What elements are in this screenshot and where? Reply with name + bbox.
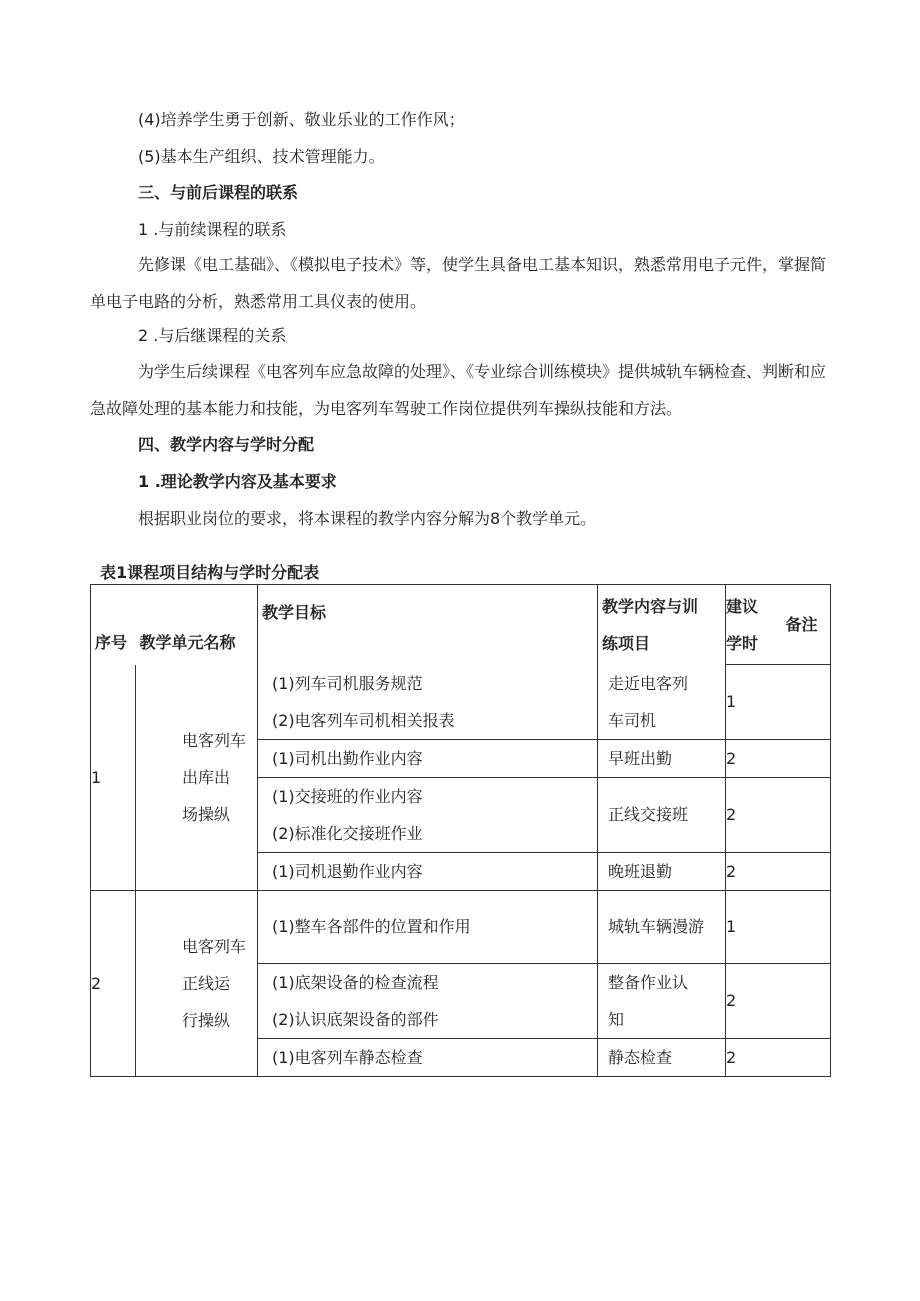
unit2-name-line2: 行操纵 <box>182 1010 231 1030</box>
header-hours-line1: 建议 <box>726 596 759 616</box>
row7-goal1: (1)电客列车静态检查 <box>272 1047 423 1067</box>
row6-hours: 2 <box>726 991 737 1010</box>
row2-content1: 早班出勤 <box>608 748 673 768</box>
row1-content1: 走近电客列 <box>608 673 689 693</box>
row2-goal1: (1)司机出勤作业内容 <box>272 748 423 768</box>
header-unit-name: 教学单元名称 <box>139 633 236 653</box>
row6-goal2: (2)认识底架设备的部件 <box>272 1009 439 1029</box>
unit2-seq: 2 <box>91 973 102 993</box>
objective-item-4: (4)培养学生勇于创新、敬业乐业的工作作风； <box>138 110 465 129</box>
header-goal: 教学目标 <box>262 603 327 623</box>
row5-hours: 1 <box>726 917 737 936</box>
unit1-seq: 1 <box>91 767 102 787</box>
subheading-theory: 1 .理论教学内容及基本要求 <box>138 472 337 491</box>
section-heading-4: 四、教学内容与学时分配 <box>138 435 315 454</box>
row4-hours: 2 <box>726 861 737 881</box>
row1-goal1: (1)列车司机服务规范 <box>272 673 423 693</box>
row6-content1: 整备作业认 <box>608 972 689 992</box>
header-content-line1: 教学内容与训 <box>602 596 699 616</box>
subheading-prerequisite: 1 .与前续课程的联系 <box>138 220 287 239</box>
row6-content2: 知 <box>608 1009 625 1029</box>
row3-content1: 正线交接班 <box>608 805 689 824</box>
row5-goal1: (1)整车各部件的位置和作用 <box>272 917 471 936</box>
row7-content1: 静态检查 <box>608 1047 673 1067</box>
paragraph-follow-up: 为学生后续课程《电客列车应急故障的处理》、《专业综合训练模块》提供城轨车辆检查、判断和应急故障处理的基本能力和技能，为电客列车驾驶工作岗位提供列车操纵技能和方法。 <box>90 362 827 418</box>
unit1-name-line2: 场操纵 <box>182 804 231 824</box>
row1-content2: 车司机 <box>608 710 657 730</box>
unit1-name-line1: 电客列车出库出 <box>182 730 247 787</box>
table-caption: 表1课程项目结构与学时分配表 <box>100 563 320 582</box>
paragraph-units: 根据职业岗位的要求，将本课程的教学内容分解为8个教学单元。 <box>138 509 597 528</box>
objective-item-5: (5)基本生产组织、技术管理能力。 <box>138 147 385 166</box>
row7-hours: 2 <box>726 1047 737 1067</box>
table-header-row <box>91 585 831 665</box>
row2-hours: 2 <box>726 748 737 768</box>
row4-content1: 晚班退勤 <box>608 861 673 881</box>
row6-goal1: (1)底架设备的检查流程 <box>272 972 439 992</box>
row5-content1: 城轨车辆漫游 <box>608 917 705 936</box>
table-row <box>91 665 831 740</box>
subheading-follow-up: 2 .与后继课程的关系 <box>138 326 287 345</box>
header-hours-line2: 学时 <box>726 633 759 653</box>
unit2-name-line1: 电客列车正线运 <box>182 936 247 993</box>
header-seq: 序号 <box>95 633 128 653</box>
course-structure-table <box>90 584 831 1077</box>
paragraph-prerequisite: 先修课《电工基础》、《模拟电子技术》等，使学生具备电工基本知识，熟悉常用电子元件，掌握简单电子电路的分析，熟悉常用工具仪表的使用。 <box>90 255 827 311</box>
row3-goal1: (1)交接班的作业内容 <box>272 786 423 806</box>
row3-goal2: (2)标准化交接班作业 <box>272 823 423 843</box>
row1-hours: 1 <box>726 692 737 712</box>
row4-goal1: (1)司机退勤作业内容 <box>272 861 423 881</box>
section-heading-3: 三、与前后课程的联系 <box>138 183 299 202</box>
row1-goal2: (2)电客列车司机相关报表 <box>272 710 455 730</box>
header-note: 备注 <box>785 615 818 634</box>
header-content-line2: 练项目 <box>602 633 651 653</box>
row3-hours: 2 <box>726 805 737 824</box>
table-row <box>91 890 831 963</box>
